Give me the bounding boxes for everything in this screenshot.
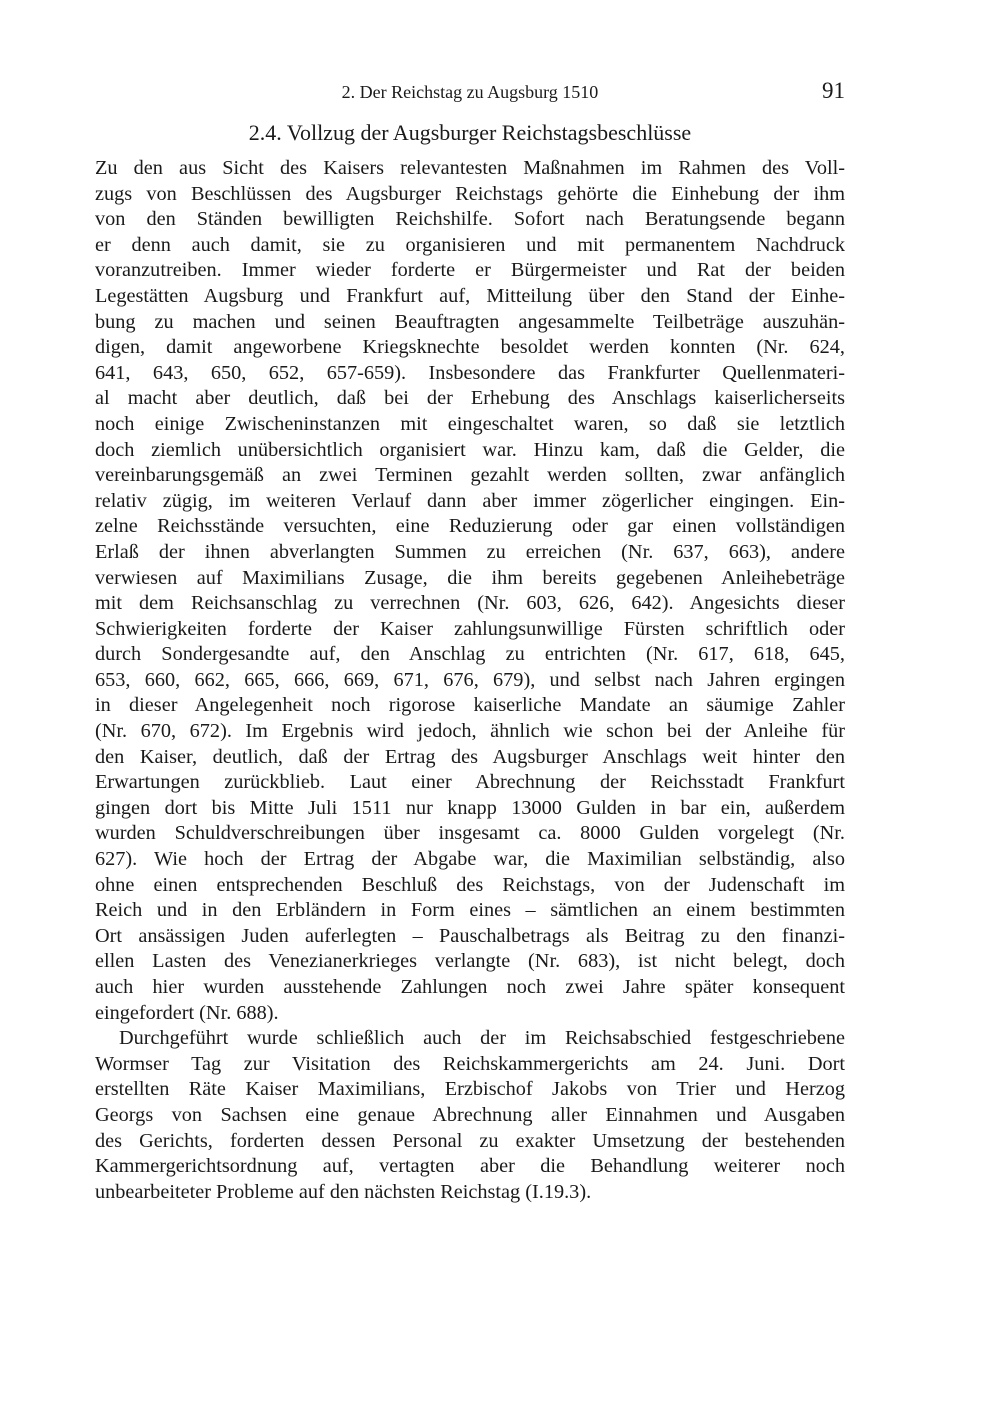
- text-line: von den Ständen bewilligten Reichshilfe. Sofort nach Beratungsende begann: [95, 208, 845, 231]
- text-line: er denn auch damit, sie zu organisieren und mit permanentem Nachdruck: [95, 233, 845, 256]
- text-line: unbearbeiteter Probleme auf den nächsten Reichstag (I.19.3).: [95, 1180, 592, 1203]
- section-title: 2.4. Vollzug der Augsburger Reichstagsbeschlüsse: [248, 120, 692, 145]
- text-line: durch Sondergesandte auf, den Anschlag zu entrichten (Nr. 617, 618, 645,: [95, 643, 845, 666]
- paragraph: [95, 1026, 845, 1205]
- text-line: Wormser Tag zur Visitation des Reichskammergerichts am 24. Juni. Dort: [95, 1052, 845, 1075]
- text-line: digen, damit angeworbene Kriegsknechte besoldet werden konnten (Nr. 624,: [95, 336, 845, 359]
- text-line: 653, 660, 662, 665, 666, 669, 671, 676, 679), und selbst nach Jahren ergingen: [95, 668, 845, 691]
- text-line: (Nr. 670, 672). Im Ergebnis wird jedoch, ähnlich wie schon bei der Anleihe für: [95, 720, 845, 743]
- text-line: Erlaß der ihnen abverlangten Summen zu erreichen (Nr. 637, 663), andere: [95, 540, 845, 563]
- text-line: verwiesen auf Maximilians Zusage, die ihm bereits gegebenen Anleihebeträge: [95, 566, 845, 589]
- text-line: Kammergerichtsordnung auf, vertagten aber die Behandlung weiterer noch: [95, 1155, 845, 1178]
- text-line: 641, 643, 650, 652, 657-659). Insbesondere das Frankfurter Quellenmateri-: [95, 361, 845, 384]
- text-line: Georgs von Sachsen eine genaue Abrechnung aller Einnahmen und Ausgaben: [95, 1103, 845, 1126]
- text-line: Reich und in den Erbländern in Form eines – sämtlichen an einem bestimmten: [95, 899, 845, 922]
- paragraph: [95, 156, 845, 1026]
- text-line: bung zu machen und seinen Beauftragten angesammelte Teilbeträge auszuhän-: [95, 310, 845, 333]
- text-line: den Kaiser, deutlich, daß der Ertrag des Augsburger Anschlags weit hinter den: [95, 745, 845, 768]
- running-head: [95, 80, 845, 106]
- text-line: auch hier wurden ausstehende Zahlungen noch zwei Jahre später konsequent: [95, 976, 845, 998]
- text-line: doch ziemlich unübersichtlich organisiert war. Hinzu kam, daß die Gelder, die: [95, 438, 845, 461]
- page-number: 91: [822, 78, 845, 103]
- text-line: mit dem Reichsanschlag zu verrechnen (Nr. 603, 626, 642). Angesichts dieser: [95, 592, 845, 615]
- text-line: voranzutreiben. Immer wieder forderte er Bürgermeister und Rat der beiden: [95, 259, 845, 282]
- text-line: Legestätten Augsburg und Frankfurt auf, Mitteilung über den Stand der Einhe-: [95, 284, 845, 307]
- text-line: gingen dort bis Mitte Juli 1511 nur knapp 13000 Gulden in bar ein, außerdem: [95, 796, 845, 819]
- text-line: zelne Reichsstände versuchten, eine Reduzierung oder gar einen vollständigen: [95, 515, 845, 538]
- running-title: 2. Der Reichstag zu Augsburg 1510: [341, 82, 599, 102]
- text-line: Erwartungen zurückblieb. Laut einer Abrechnung der Reichsstadt Frankfurt: [95, 771, 845, 794]
- text-line: noch einige Zwischeninstanzen mit eingeschaltet waren, so daß sie letztlich: [95, 412, 845, 435]
- text-line: Ort ansässigen Juden auferlegten – Pauschalbetrags als Beitrag zu den finanzi-: [95, 924, 845, 947]
- text-line: in dieser Angelegenheit noch rigorose kaiserliche Mandate an säumige Zahler: [95, 694, 845, 717]
- text-line: al macht aber deutlich, daß bei der Erhebung des Anschlags kaiserlicherseits: [95, 387, 845, 410]
- text-line: Zu den aus Sicht des Kaisers relevantesten Maßnahmen im Rahmen des Voll-: [95, 157, 845, 179]
- text-line: Durchgeführt wurde schließlich auch der im Reichsabschied festgeschriebene: [119, 1027, 845, 1050]
- text-line: eingefordert (Nr. 688).: [95, 1001, 279, 1024]
- text-line: Schwierigkeiten forderte der Kaiser zahlungsunwillige Fürsten schriftlich oder: [95, 617, 845, 640]
- text-line: wurden Schuldverschreibungen über insgesamt ca. 8000 Gulden vorgelegt (Nr.: [95, 822, 845, 845]
- body-text: [95, 156, 845, 1205]
- text-line: erstellten Räte Kaiser Maximilians, Erzbischof Jakobs von Trier und Herzog: [95, 1078, 845, 1101]
- text-line: ellen Lasten des Venezianerkrieges verlangte (Nr. 683), ist nicht belegt, doch: [95, 950, 845, 973]
- text-line: zugs von Beschlüssen des Augsburger Reichstags gehörte die Einhebung der ihm: [95, 182, 845, 205]
- text-line: ohne einen entsprechenden Beschluß des Reichstags, von der Judenschaft im: [95, 873, 845, 896]
- text-line: 627). Wie hoch der Ertrag der Abgabe war, die Maximilian selbständig, also: [95, 848, 845, 871]
- text-line: des Gerichts, forderten dessen Personal zu exakter Umsetzung der bestehenden: [95, 1129, 845, 1152]
- text-line: relativ zügig, im weiteren Verlauf dann aber immer zögerlicher eingingen. Ein-: [95, 489, 845, 512]
- text-line: vereinbarungsgemäß an zwei Terminen gezahlt werden sollten, zwar anfänglich: [95, 464, 845, 487]
